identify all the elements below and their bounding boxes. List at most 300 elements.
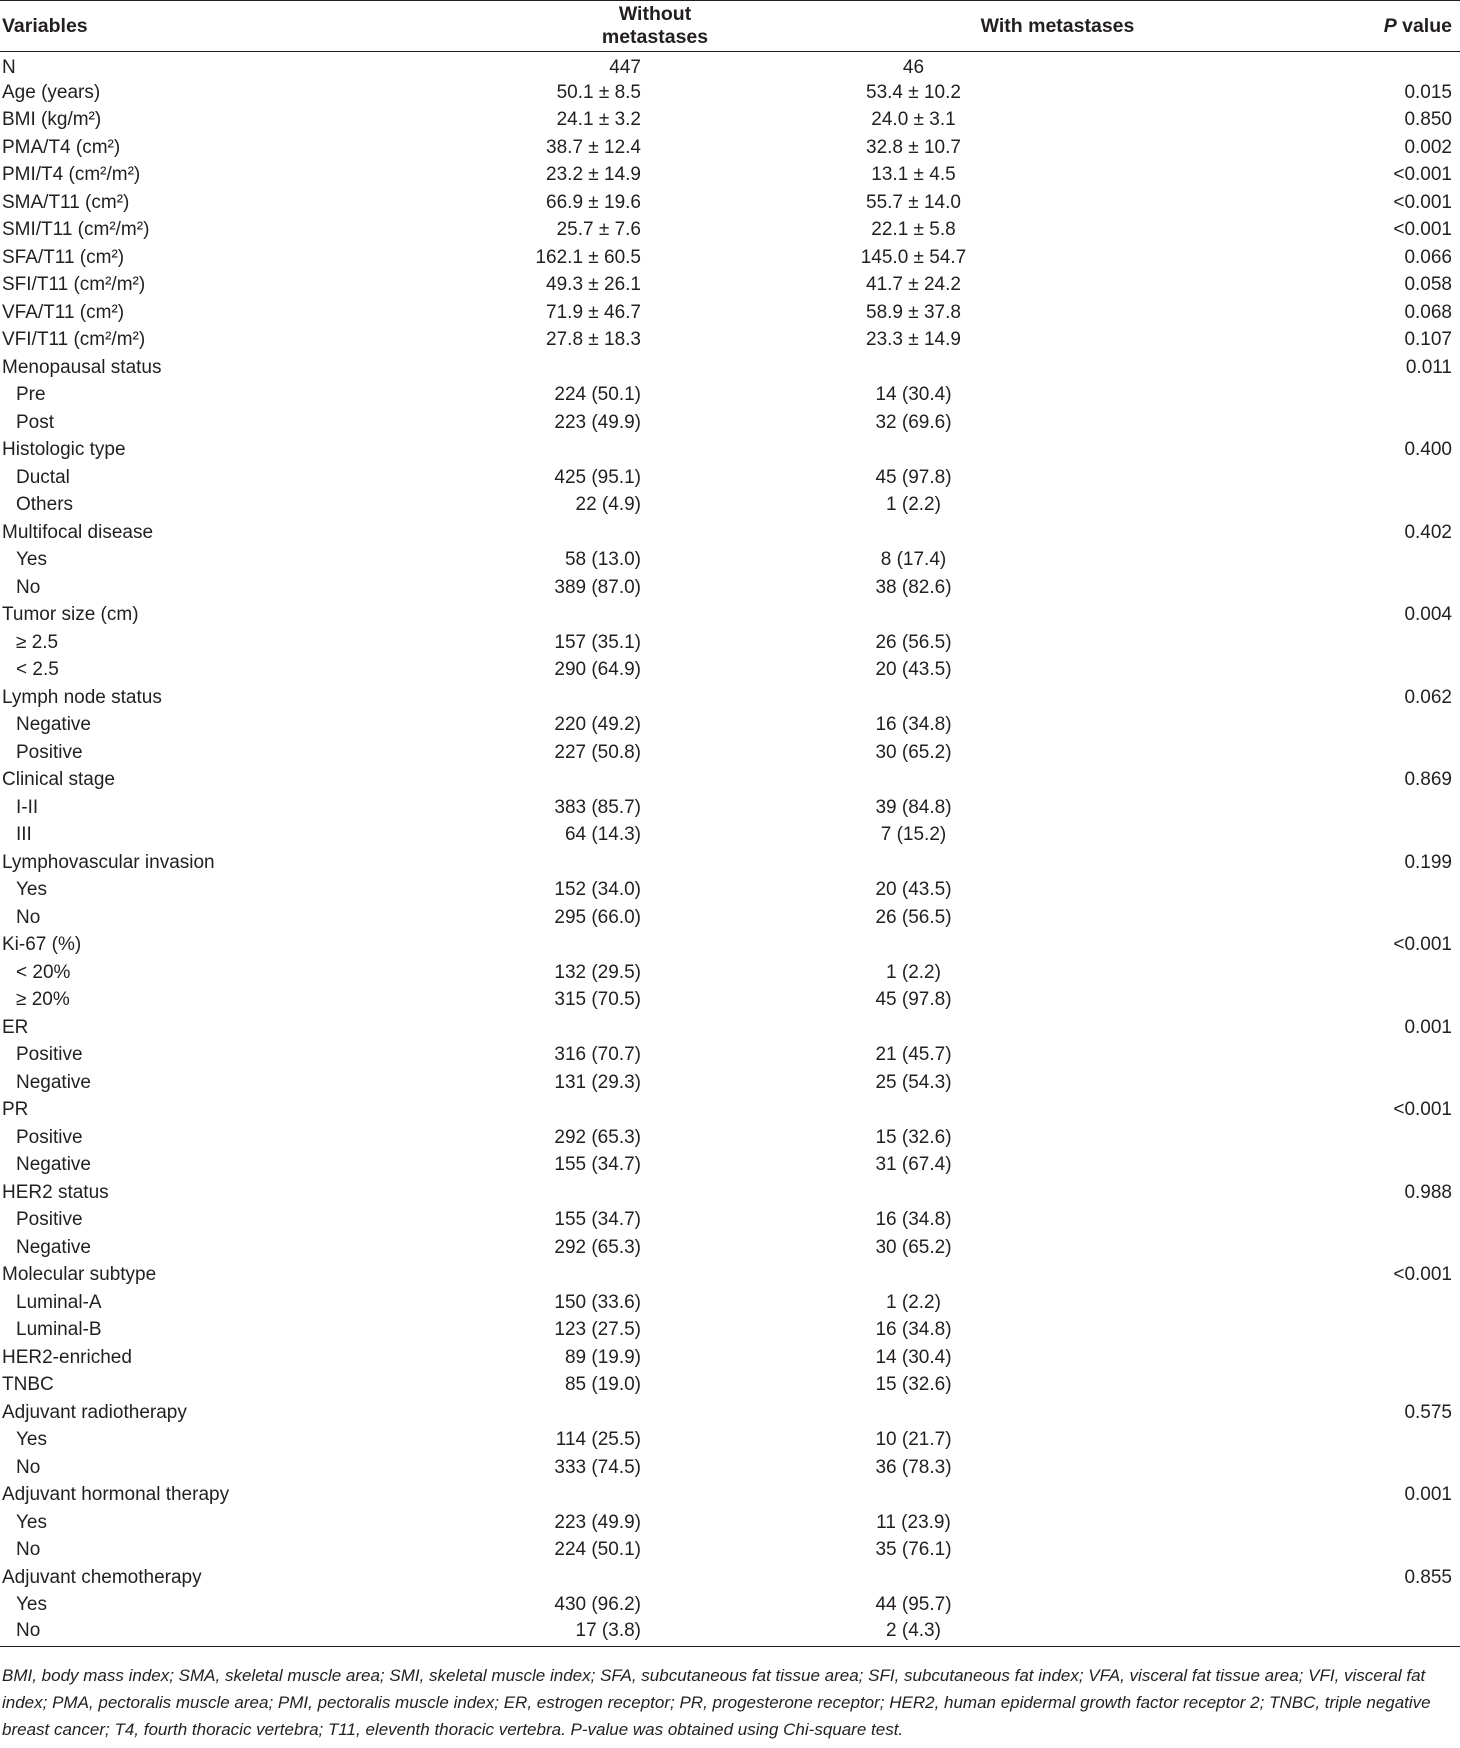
table-body [0,52,1460,1647]
cell-without-metastases: 316 (70.7) [554,1044,641,1066]
cell-without-metastases [470,1179,725,1207]
cell-without-metastases [470,1399,725,1427]
cell-with-metastases: 45 (97.8) [875,466,952,488]
cell-variable: Adjuvant chemotherapy [2,1566,202,1588]
cell-variable: PMI/T4 (cm²/m²) [2,164,141,186]
cell-with-metastases [725,437,1220,465]
cell-variable: ≥ 20% [16,989,70,1011]
cell-with-metastases: 44 (95.7) [875,1594,952,1616]
table-row [0,1537,1460,1565]
cell-with-metastases: 13.1 ± 4.5 [871,164,956,186]
cell-p-value [1220,1289,1460,1317]
cell-variable: Adjuvant hormonal therapy [2,1484,230,1506]
cell-with-metastases: 55.7 ± 14.0 [866,191,961,213]
cell-with-metastases [725,519,1220,547]
cell-variable: BMI (kg/m²) [2,109,102,131]
table-row [0,767,1460,795]
table-row [0,1454,1460,1482]
cell-p-value: 0.011 [1405,356,1452,378]
table-row [0,547,1460,575]
table-header [0,1,1460,52]
cell-without-metastases [470,1564,725,1592]
table-row [0,79,1460,107]
table-row [0,299,1460,327]
cell-variable: PMA/T4 (cm²) [2,136,121,158]
cell-without-metastases: 224 (50.1) [554,1539,641,1561]
cell-without-metastases [470,767,725,795]
cell-without-metastases: 114 (25.5) [555,1429,641,1451]
cell-p-value: 0.062 [1404,686,1452,708]
table-row [0,684,1460,712]
cell-without-metastases: 383 (85.7) [554,796,641,818]
cell-with-metastases: 39 (84.8) [875,796,952,818]
cell-without-metastases: 17 (3.8) [470,1619,725,1647]
cell-p-value: <0.001 [1393,934,1452,956]
cell-variable: SMI/T11 (cm²/m²) [2,219,150,241]
table-row [0,382,1460,410]
cell-p-value: <0.001 [1393,1099,1452,1121]
cell-with-metastases: 58.9 ± 37.8 [866,301,961,323]
cell-variable: Positive [16,1126,83,1148]
cell-variable: No [16,1456,41,1478]
cell-with-metastases: 23.3 ± 14.9 [866,329,961,351]
cell-with-metastases: 38 (82.6) [875,576,952,598]
cell-with-metastases [725,1564,1220,1592]
cell-with-metastases [725,1179,1220,1207]
table-row [0,1262,1460,1290]
cell-p-value: 0.001 [1404,1484,1452,1506]
cell-p-value [1220,382,1460,410]
cell-variable: Clinical stage [2,769,115,791]
cell-p-value: 0.001 [1404,1016,1452,1038]
table-row [0,1619,1460,1647]
cell-p-value [1220,1454,1460,1482]
cell-with-metastases [725,354,1220,382]
table-row [0,107,1460,135]
cell-with-metastases: 21 (45.7) [875,1044,952,1066]
cell-p-value: 0.004 [1404,604,1452,626]
table-row [0,959,1460,987]
table-row [0,437,1460,465]
cell-without-metastases [470,1014,725,1042]
cell-variable: HER2-enriched [2,1346,132,1368]
cell-without-metastases: 389 (87.0) [554,576,641,598]
cell-without-metastases: 38.7 ± 12.4 [546,136,641,158]
cell-without-metastases: 152 (34.0) [554,879,641,901]
cell-without-metastases: 25.7 ± 7.6 [556,219,641,241]
cell-p-value [1220,547,1460,575]
cell-variable: I-II [16,796,39,818]
table-row [0,657,1460,685]
cell-variable: Yes [16,1429,47,1451]
cell-p-value [1220,464,1460,492]
cell-without-metastases: 85 (19.0) [564,1374,641,1396]
table-row [0,712,1460,740]
cell-p-value: <0.001 [1393,219,1452,241]
cell-without-metastases: 315 (70.5) [554,989,641,1011]
cell-with-metastases: 16 (34.8) [875,1319,952,1341]
cell-with-metastases [725,767,1220,795]
cell-without-metastases [470,354,725,382]
cell-without-metastases: 292 (65.3) [554,1126,641,1148]
cell-with-metastases: 30 (65.2) [875,741,952,763]
cell-p-value [1220,904,1460,932]
cell-without-metastases: 224 (50.1) [554,384,641,406]
cell-with-metastases [725,1482,1220,1510]
cell-variable: Yes [16,1594,47,1616]
table-row [0,822,1460,850]
cell-variable: No [16,906,41,928]
cell-p-value [1220,959,1460,987]
cell-without-metastases: 58 (13.0) [564,549,641,571]
cell-without-metastases: 223 (49.9) [554,1511,641,1533]
table-row [0,932,1460,960]
table-row [0,904,1460,932]
cell-with-metastases: 25 (54.3) [875,1071,952,1093]
cell-without-metastases: 292 (65.3) [554,1236,641,1258]
cell-variable: Negative [16,1236,91,1258]
cell-variable: N [2,56,16,78]
table-row [0,1509,1460,1537]
cell-variable: VFA/T11 (cm²) [2,301,125,323]
cell-variable: HER2 status [2,1181,109,1203]
cell-variable: No [0,1619,470,1647]
cell-with-metastases: 22.1 ± 5.8 [871,219,956,241]
cell-with-metastases: 11 (23.9) [876,1511,951,1533]
cell-with-metastases: 32.8 ± 10.7 [866,136,961,158]
cell-without-metastases: 66.9 ± 19.6 [546,191,641,213]
cell-with-metastases: 24.0 ± 3.1 [871,109,956,131]
cell-with-metastases: 41.7 ± 24.2 [866,274,961,296]
cell-p-value [1220,52,1460,80]
table-row [0,327,1460,355]
cell-variable: ER [2,1016,29,1038]
cell-with-metastases: 26 (56.5) [875,906,952,928]
cell-without-metastases: 333 (74.5) [554,1456,641,1478]
table-row [0,739,1460,767]
cell-variable: ≥ 2.5 [16,631,59,653]
cell-without-metastases: 123 (27.5) [554,1319,641,1341]
cell-with-metastases: 35 (76.1) [875,1539,952,1561]
cell-p-value: 0.002 [1404,136,1452,158]
cell-variable: Yes [16,879,47,901]
cell-p-value [1220,1234,1460,1262]
table-row [0,272,1460,300]
table-row [0,1564,1460,1592]
cell-p-value: 0.850 [1404,109,1452,131]
cell-without-metastases: 49.3 ± 26.1 [546,274,641,296]
cell-p-value: 0.855 [1404,1566,1452,1588]
cell-without-metastases: 447 [609,56,641,78]
cell-variable: III [16,824,32,846]
cell-p-value [1220,987,1460,1015]
table-row [0,52,1460,80]
cell-variable: < 2.5 [16,659,59,681]
cell-without-metastases: 23.2 ± 14.9 [546,164,641,186]
cell-p-value [1220,629,1460,657]
cell-p-value: 0.068 [1404,301,1452,323]
table-row [0,1069,1460,1097]
header-without-metastases: Without metastases [470,1,725,52]
header-p-letter: P [1383,14,1397,37]
table-row [0,354,1460,382]
cell-p-value [1220,1344,1460,1372]
cell-variable: SMA/T11 (cm²) [2,191,130,213]
cell-variable: < 20% [16,961,71,983]
cell-p-value: <0.001 [1393,1264,1452,1286]
table-row [0,217,1460,245]
table-row [0,1372,1460,1400]
cell-variable: Negative [16,714,91,736]
cell-without-metastases: 150 (33.6) [554,1291,641,1313]
cell-p-value [1220,1592,1460,1620]
cell-with-metastases: 45 (97.8) [875,989,952,1011]
cell-without-metastases: 425 (95.1) [554,466,641,488]
cell-p-value [1220,1427,1460,1455]
cell-without-metastases [470,1482,725,1510]
cell-with-metastases: 16 (34.8) [875,714,952,736]
cell-without-metastases: 132 (29.5) [554,961,641,983]
cell-without-metastases [470,1097,725,1125]
cell-with-metastases [725,1262,1220,1290]
table-row [0,602,1460,630]
table-row [0,409,1460,437]
table-row [0,1344,1460,1372]
cell-variable: Molecular subtype [2,1264,157,1286]
cell-p-value [1220,1124,1460,1152]
cell-p-value [1220,1069,1460,1097]
cell-p-value [1220,409,1460,437]
cell-p-value [1220,822,1460,850]
header-p-value [1220,1,1460,52]
cell-with-metastases [725,602,1220,630]
table-footnote: BMI, body mass index; SMA, skeletal muscle area; SMI, skeletal muscle index; SFA, subcutaneous fat tissue area; SFI, subcutaneous fat index; VFA, visceral fat tissue area; VFI, visceral fat index; PMA, pectoralis muscle area; PMI, pectoralis muscle index; ER, estrogen receptor; PR, progesterone receptor; HER2, human epidermal growth factor receptor 2; TNBC, triple negative breast cancer; T4, fourth thoracic vertebra; T11, eleventh thoracic vertebra. P-value was obtained using Chi-square test. [2,1666,1431,1739]
cell-variable: Positive [16,1044,83,1066]
table-row [0,244,1460,272]
cell-without-metastases [470,849,725,877]
cell-with-metastases [725,1014,1220,1042]
cell-with-metastases: 46 [902,56,925,78]
table-row [0,1124,1460,1152]
cell-without-metastases: 162.1 ± 60.5 [535,246,641,268]
table-row [0,1317,1460,1345]
cell-with-metastases: 26 (56.5) [875,631,952,653]
cell-p-value [1220,877,1460,905]
table-row [0,1207,1460,1235]
cell-variable: PR [2,1099,29,1121]
cell-without-metastases: 220 (49.2) [554,714,641,736]
table-row [0,464,1460,492]
cell-variable: Adjuvant radiotherapy [2,1401,187,1423]
cell-p-value [1220,574,1460,602]
cell-p-value [1220,794,1460,822]
cell-without-metastases: 157 (35.1) [554,631,641,653]
cell-with-metastases: 14 (30.4) [875,384,952,406]
cell-with-metastases: 14 (30.4) [875,1346,952,1368]
cell-with-metastases: 2 (4.3) [725,1619,1220,1647]
cell-with-metastases: 1 (2.2) [886,1291,941,1313]
cell-without-metastases: 27.8 ± 18.3 [546,329,641,351]
cell-p-value: 0.015 [1404,81,1452,103]
table-row [0,1097,1460,1125]
header-row [0,1,1460,52]
cell-with-metastases: 20 (43.5) [875,659,952,681]
cell-with-metastases: 10 (21.7) [875,1429,952,1451]
cell-without-metastases: 71.9 ± 46.7 [546,301,641,323]
cell-p-value: 0.402 [1404,521,1452,543]
table-row [0,134,1460,162]
cell-variable: Ductal [16,466,70,488]
cell-without-metastases: 290 (64.9) [554,659,641,681]
cell-without-metastases [470,437,725,465]
cell-variable: Positive [16,741,83,763]
cell-with-metastases [725,932,1220,960]
cell-p-value [1220,657,1460,685]
cell-without-metastases [470,1262,725,1290]
cell-with-metastases: 7 (15.2) [880,824,947,846]
table-row [0,849,1460,877]
cell-without-metastases: 155 (34.7) [554,1209,641,1231]
table-row [0,162,1460,190]
header-p-rest: value [1396,14,1452,37]
table-row [0,574,1460,602]
table-row [0,492,1460,520]
cell-p-value: 0.107 [1404,329,1452,351]
cell-without-metastases: 22 (4.9) [575,494,641,516]
cell-variable: Menopausal status [2,356,162,378]
cell-with-metastases: 145.0 ± 54.7 [860,246,967,268]
cell-with-metastases: 1 (2.2) [886,494,941,516]
cell-p-value: <0.001 [1393,191,1452,213]
cell-with-metastases [725,684,1220,712]
cell-p-value [1220,712,1460,740]
cell-variable: Yes [16,1511,47,1533]
cell-with-metastases: 15 (32.6) [875,1374,952,1396]
cell-without-metastases: 64 (14.3) [564,824,641,846]
cell-p-value [1220,492,1460,520]
cell-variable: SFI/T11 (cm²/m²) [2,274,146,296]
cell-variable: Histologic type [2,439,126,461]
cell-variable: No [16,576,41,598]
cell-without-metastases: 50.1 ± 8.5 [556,81,641,103]
table-row [0,987,1460,1015]
cell-p-value [1220,739,1460,767]
cell-with-metastases: 8 (17.4) [880,549,947,571]
cell-p-value [1220,1042,1460,1070]
cell-variable: Others [16,494,74,516]
table-row [0,189,1460,217]
cell-without-metastases: 89 (19.9) [564,1346,641,1368]
table-row [0,1152,1460,1180]
cell-variable: Lymphovascular invasion [2,851,215,873]
table-row [0,1179,1460,1207]
cell-p-value: 0.988 [1404,1181,1452,1203]
cell-variable: Tumor size (cm) [2,604,139,626]
table-row [0,629,1460,657]
cell-variable: Positive [16,1209,83,1231]
cell-p-value [1220,1509,1460,1537]
cell-p-value: <0.001 [1393,164,1452,186]
cell-with-metastases: 30 (65.2) [875,1236,952,1258]
cell-without-metastases: 295 (66.0) [554,906,641,928]
cell-variable: No [16,1539,41,1561]
cell-p-value [1220,1207,1460,1235]
cell-with-metastases [725,1399,1220,1427]
cell-p-value: 0.066 [1404,246,1452,268]
cell-variable: Multifocal disease [2,521,154,543]
cell-p-value [1220,1537,1460,1565]
cell-without-metastases [470,602,725,630]
table-row [0,1042,1460,1070]
table-row [0,519,1460,547]
table-row [0,877,1460,905]
table-row [0,1592,1460,1620]
cell-variable: Negative [16,1154,91,1176]
header-with-metastases: With metastases [725,1,1220,52]
table-row [0,1014,1460,1042]
cell-variable: Pre [16,384,46,406]
cell-p-value [1220,1619,1460,1647]
cell-with-metastases: 1 (2.2) [886,961,941,983]
table-row [0,1482,1460,1510]
cell-with-metastases: 15 (32.6) [875,1126,952,1148]
cell-with-metastases: 20 (43.5) [875,879,952,901]
cell-p-value [1220,1152,1460,1180]
cell-with-metastases: 16 (34.8) [875,1209,952,1231]
cell-variable: Yes [16,549,47,571]
cell-without-metastases: 131 (29.3) [554,1071,641,1093]
cell-variable: Luminal-B [16,1319,102,1341]
cell-with-metastases [725,849,1220,877]
cell-without-metastases: 155 (34.7) [554,1154,641,1176]
cell-variable: Ki-67 (%) [2,934,82,956]
cell-variable: TNBC [2,1374,54,1396]
cell-with-metastases: 31 (67.4) [875,1154,952,1176]
cell-p-value [1220,1372,1460,1400]
cell-with-metastases: 36 (78.3) [875,1456,952,1478]
cell-variable: Negative [16,1071,91,1093]
cell-p-value: 0.400 [1404,439,1452,461]
cell-without-metastases [470,932,725,960]
cell-without-metastases: 223 (49.9) [554,411,641,433]
table-row [0,1234,1460,1262]
cell-with-metastases: 32 (69.6) [875,411,952,433]
cell-with-metastases: 53.4 ± 10.2 [866,81,961,103]
cell-without-metastases [470,684,725,712]
cell-p-value: 0.199 [1404,851,1452,873]
cell-variable: SFA/T11 (cm²) [2,246,125,268]
cell-p-value: 0.058 [1404,274,1452,296]
cell-p-value: 0.575 [1404,1401,1452,1423]
table-row [0,1427,1460,1455]
cell-without-metastases [470,519,725,547]
header-variables: Variables [0,1,470,52]
cell-variable: Age (years) [2,81,101,103]
cell-variable: Post [16,411,55,433]
cell-without-metastases: 227 (50.8) [554,741,641,763]
cell-with-metastases [725,1097,1220,1125]
cell-p-value [1220,1317,1460,1345]
cell-without-metastases: 24.1 ± 3.2 [556,109,641,131]
cell-without-metastases: 430 (96.2) [554,1594,641,1616]
table-row [0,794,1460,822]
cell-p-value: 0.869 [1404,769,1452,791]
cell-variable: VFI/T11 (cm²/m²) [2,329,146,351]
cell-variable: Luminal-A [16,1291,102,1313]
table-row [0,1399,1460,1427]
cell-variable: Lymph node status [2,686,162,708]
table-row [0,1289,1460,1317]
